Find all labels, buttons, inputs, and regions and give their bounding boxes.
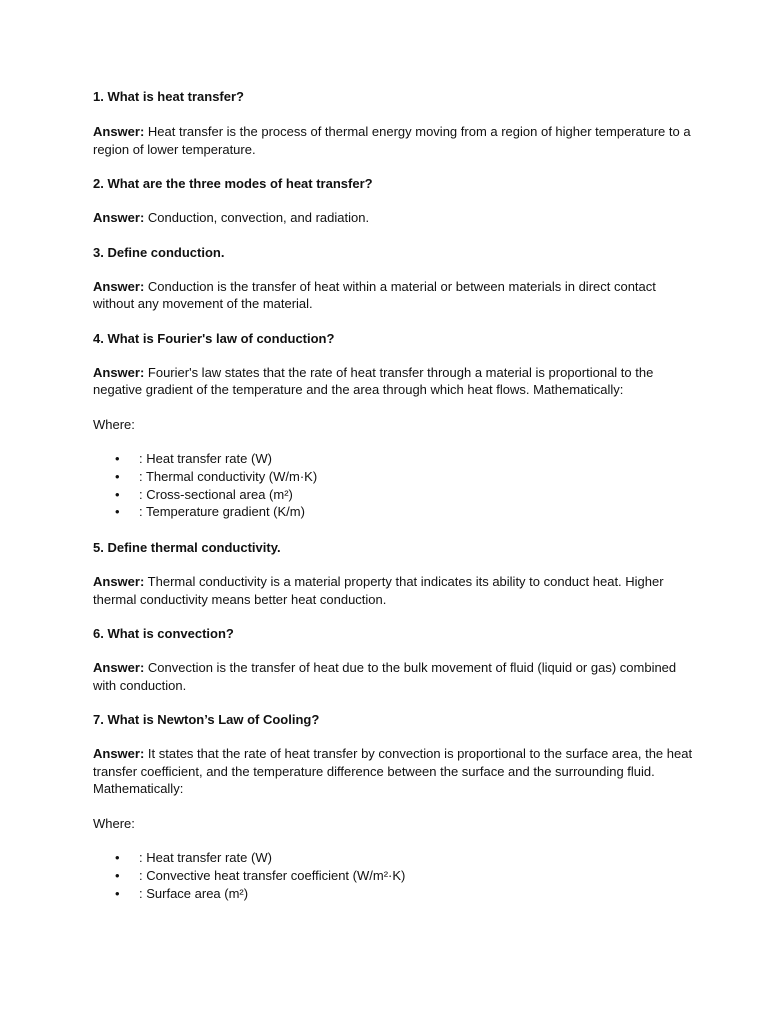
bullet-icon: • [115, 850, 120, 866]
answer-label: Answer: [93, 210, 145, 225]
answer-1-text: Heat transfer is the process of thermal energy moving from a region of higher temperature to a region of lower temperature. [93, 124, 691, 157]
answer-5 [93, 573, 693, 608]
bullet-icon: • [115, 504, 120, 520]
variable-list-4 [93, 450, 693, 521]
list-item-text: : Surface area (m²) [139, 885, 249, 901]
answer-7-text: It states that the rate of heat transfer by convection is proportional to the surface area, the heat transfer coefficient, and the temperature difference between the surface and the surrounding fluid. Mathematically: [93, 746, 693, 797]
list-item-text: : Cross-sectional area (m²) [139, 486, 293, 502]
bullet-icon: • [115, 468, 120, 484]
answer-2-text: Conduction, convection, and radiation. [144, 210, 370, 225]
answer-label: Answer: [93, 746, 145, 762]
answer-label: Answer: [93, 278, 145, 294]
variable-list-7 [93, 849, 693, 902]
list-item-text: : Heat transfer rate (W) [139, 451, 272, 466]
answer-3 [93, 278, 693, 313]
answer-6 [93, 659, 693, 694]
question-4: 4. What is Fourier's law of conduction? [93, 330, 335, 346]
list-item-text: : Heat transfer rate (W) [139, 850, 272, 866]
list-item [93, 503, 693, 521]
question-2: 2. What are the three modes of heat transfer? [93, 176, 373, 191]
question-3: 3. Define conduction. [93, 244, 225, 260]
question-6: 6. What is convection? [93, 626, 234, 642]
list-item [93, 867, 693, 885]
answer-7 [93, 745, 693, 798]
answer-6-text: Convection is the transfer of heat due to the bulk movement of fluid (liquid or gas) combined with conduction. [93, 660, 677, 693]
answer-4 [93, 364, 693, 399]
list-item [93, 450, 693, 468]
answer-5-text: Thermal conductivity is a material property that indicates its ability to conduct heat. Higher thermal conductivity means better heat conduction. [93, 574, 664, 607]
list-item-text: : Convective heat transfer coefficient (W/m²·K) [139, 867, 406, 883]
list-item-text: : Temperature gradient (K/m) [139, 504, 305, 520]
answer-2 [93, 209, 693, 227]
list-item [93, 849, 693, 867]
list-item [93, 468, 693, 486]
answer-3-text: Conduction is the transfer of heat within a material or between materials in direct contact without any movement of the material. [93, 278, 656, 311]
where-label-7: Where: [93, 815, 135, 831]
bullet-icon: • [115, 451, 120, 466]
list-item-text: : Thermal conductivity (W/m·K) [139, 468, 318, 484]
answer-label: Answer: [93, 364, 145, 380]
document-content [93, 88, 693, 903]
question-7: 7. What is Newton’s Law of Cooling? [93, 712, 320, 728]
list-item [93, 885, 693, 903]
bullet-icon: • [115, 885, 120, 901]
bullet-icon: • [115, 867, 120, 883]
answer-label: Answer: [93, 660, 145, 676]
bullet-icon: • [115, 486, 120, 502]
answer-4-text: Fourier's law states that the rate of heat transfer through a material is proportional to the negative gradient of the temperature and the area through which heat flows. Mathematically: [93, 364, 654, 397]
question-5: 5. Define thermal conductivity. [93, 540, 281, 556]
list-item [93, 486, 693, 504]
answer-1 [93, 123, 693, 158]
where-label-4: Where: [93, 416, 135, 432]
answer-label: Answer: [93, 124, 145, 139]
answer-label: Answer: [93, 574, 145, 590]
question-1: 1. What is heat transfer? [93, 89, 244, 104]
